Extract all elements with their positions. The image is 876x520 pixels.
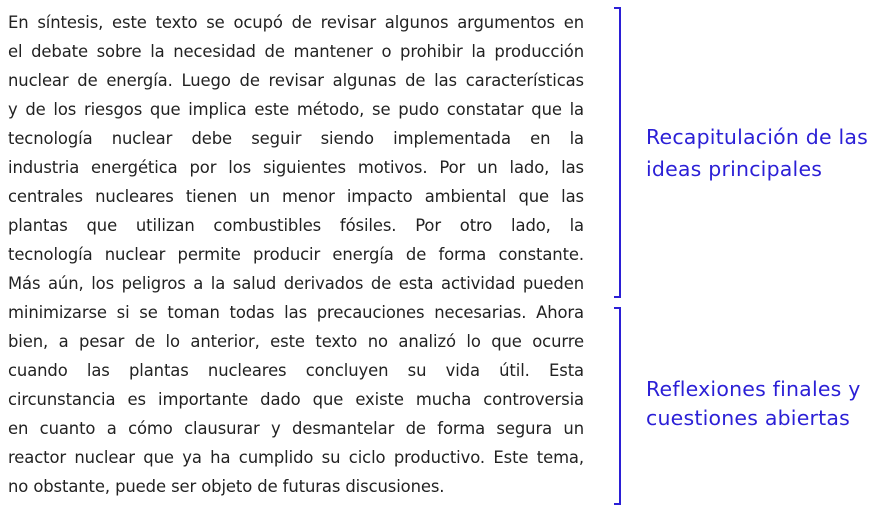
reflections-bracket: [614, 307, 621, 505]
recap-annotation: Recapitulación de las ideas principales: [646, 125, 869, 181]
paragraph-line: y de los riesgos que implica este método, se pudo constatar que la: [8, 100, 584, 119]
conclusion-paragraph: [8, 8, 584, 501]
paragraph-line: tecnología nuclear permite producir energía de forma constante.: [8, 245, 584, 264]
paragraph-line: en cuanto a cómo clausurar y desmantelar de forma segura un: [8, 419, 584, 438]
paragraph-line: bien, a pesar de lo anterior, este texto no analizó lo que ocurre: [8, 332, 584, 351]
paragraph-line: industria energética por los siguientes motivos. Por un lado, las: [8, 158, 584, 177]
paragraph-line: circunstancia es importante dado que existe mucha controversia: [8, 390, 584, 409]
paragraph-line: no obstante, puede ser objeto de futuras discusiones.: [8, 477, 445, 496]
paragraph-line: minimizarse si se toman todas las precauciones necesarias. Ahora: [8, 303, 584, 322]
paragraph-line: reactor nuclear que ya ha cumplido su ciclo productivo. Este tema,: [8, 448, 584, 467]
recap-bracket: [614, 7, 621, 298]
paragraph-line: plantas que utilizan combustibles fósiles. Por otro lado, la: [8, 216, 584, 235]
paragraph-line: Más aún, los peligros a la salud derivados de esta actividad pueden: [8, 274, 584, 293]
paragraph-line: tecnología nuclear debe seguir siendo implementada en la: [8, 129, 584, 148]
reflections-annotation: Reflexiones finales y cuestiones abiertas: [646, 377, 861, 430]
paragraph-line: En síntesis, este texto se ocupó de revisar algunos argumentos en: [8, 13, 584, 32]
paragraph-line: centrales nucleares tienen un menor impacto ambiental que las: [8, 187, 584, 206]
paragraph-line: el debate sobre la necesidad de mantener o prohibir la producción: [8, 42, 584, 61]
paragraph-line: nuclear de energía. Luego de revisar algunas de las características: [8, 71, 584, 90]
paragraph-line: cuando las plantas nucleares concluyen su vida útil. Esta: [8, 361, 584, 380]
